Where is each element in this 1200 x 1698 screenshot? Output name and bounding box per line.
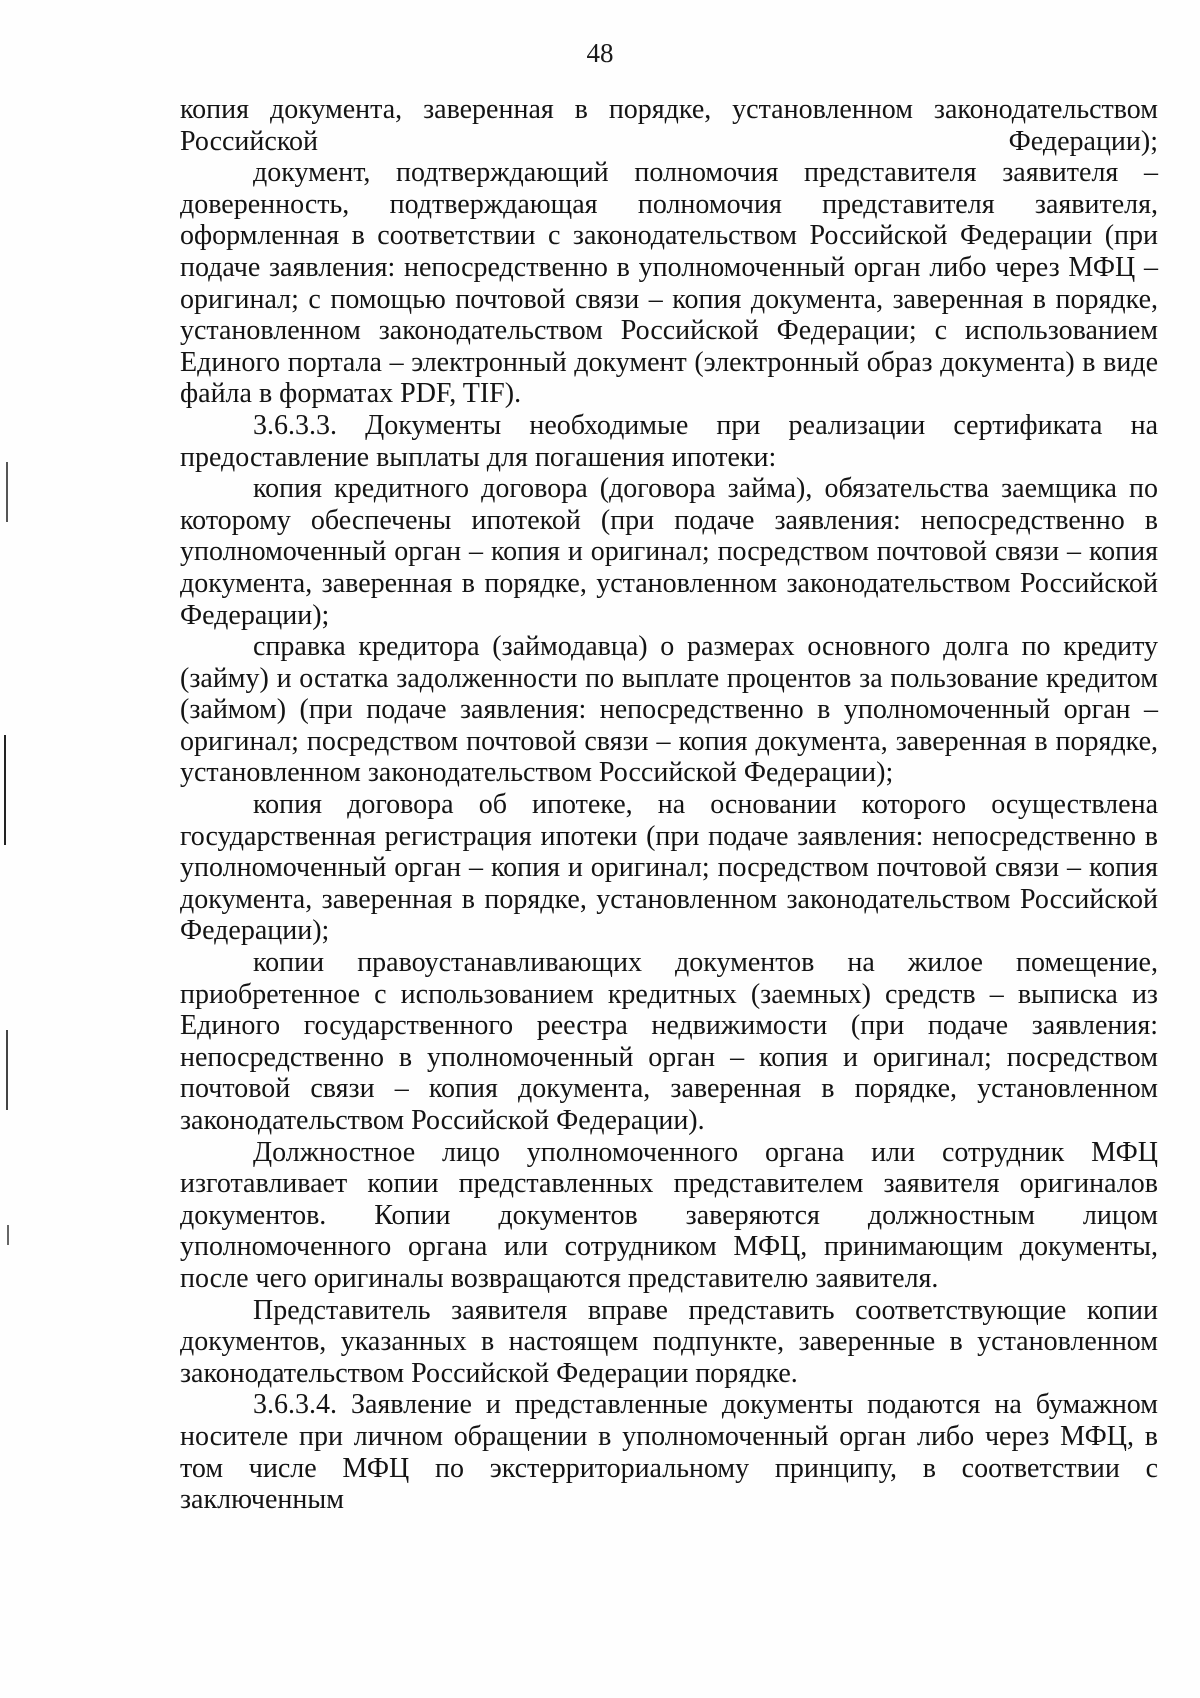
page-number: 48 [586,38,614,68]
section-heading-3-6-3-3: 3.6.3.3. Документы необходимые при реализации сертификата на предоставление выплаты для погашения ипотеки: [180,409,1158,473]
paragraph: документ, подтверждающий полномочия представителя заявителя – доверенность, подтверждающая полномочия представителя заявителя, оформленная в соответствии с законодательством Российской Федерации (при подаче заявления: непосредственно в уполномоченный орган либо через МФЦ – оригинал; с помощью почтовой связи – копия документа, заверенная в порядке, установленном законодательством Российской Федерации; с использованием Единого портала – электронный документ (электронный образ документа) в виде файла в форматах PDF, TIF). [180,157,1158,410]
paragraph: справка кредитора (займодавца) о размерах основного долга по кредиту (займу) и остатка задолженности по выплате процентов за пользование кредитом (займом) (при подаче заявления: непосредственно в уполномоченный орган – оригинал; посредством почтовой связи – копия документа, заверенная в порядке, установленном законодательством Российской Федерации); [180,631,1158,789]
paragraph: копии правоустанавливающих документов на жилое помещение, приобретенное с использованием кредитных (заемных) средств – выписка из Единого государственного реестра недвижимости (при подаче заявления: непосредственно в уполномоченный орган – копия и оригинал; посредством почтовой связи – копия документа, заверенная в порядке, установленном законодательством Российской Федерации). [180,947,1158,1136]
paragraph: Должностное лицо уполномоченного органа или сотрудник МФЦ изготавливает копии представленных представителем заявителя оригиналов документов. Копии документов заверяются должностным лицом уполномоченного органа или сотрудником МФЦ, принимающим документы, после чего оригиналы возвращаются представителю заявителя. [180,1136,1158,1294]
document-body [180,94,1158,1516]
paragraph: копия кредитного договора (договора займа), обязательства заемщика по которому обеспечены ипотекой (при подаче заявления: непосредственно в уполномоченный орган – копия и оригинал; посредством почтовой связи – копия документа, заверенная в порядке, установленном законодательством Российской Федерации); [180,473,1158,631]
scan-margin-mark [7,1225,9,1245]
scan-margin-mark [6,1030,8,1110]
paragraph: копия документа, заверенная в порядке, установленном законодательством Российской Федерации); [180,94,1158,157]
paragraph: Представитель заявителя вправе представить соответствующие копии документов, указанных в настоящем подпункте, заверенные в установленном законодательством Российской Федерации порядке. [180,1294,1158,1389]
section-heading-3-6-3-4: 3.6.3.4. Заявление и представленные документы подаются на бумажном носителе при личном обращении в уполномоченный орган либо через МФЦ, в том числе МФЦ по экстерриториальному принципу, в соответствии с заключенным [180,1389,1158,1516]
scan-margin-mark [4,735,6,845]
paragraph: копия договора об ипотеке, на основании которого осуществлена государственная регистрация ипотеки (при подаче заявления: непосредственно в уполномоченный орган – копия и оригинал; посредством почтовой связи – копия документа, заверенная в порядке, установленном законодательством Российской Федерации); [180,789,1158,947]
scan-margin-mark [6,462,8,522]
